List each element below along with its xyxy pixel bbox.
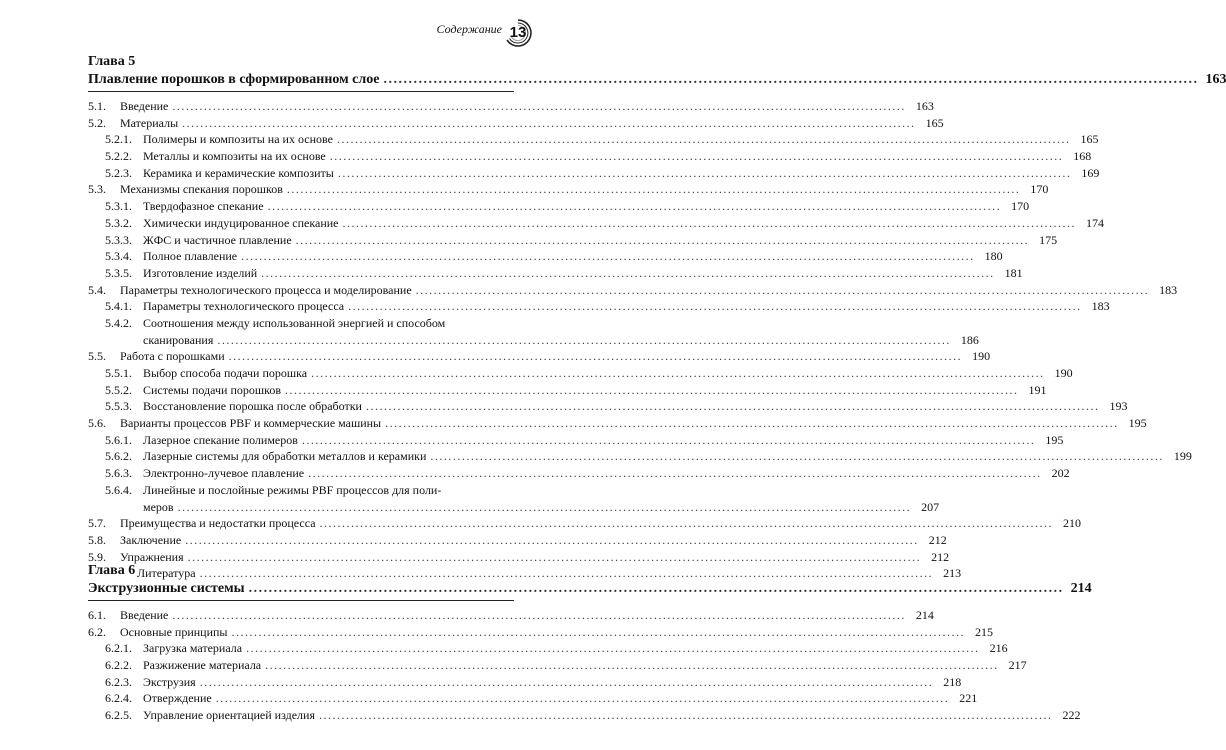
toc-entry-title: Введение: [120, 99, 169, 113]
toc-entry[interactable]: [88, 365, 1073, 382]
page-number: 13: [509, 24, 527, 41]
dot-leader: [172, 607, 906, 624]
toc-entry-title: Механизмы спекания порошков: [120, 182, 283, 197]
dot-leader: [172, 98, 906, 115]
toc-entry-page: 199: [1173, 449, 1192, 464]
toc-entry-title: Линейные и послойные режимы PBF процессов для поли-: [143, 482, 442, 497]
toc-entry-page: 207: [921, 499, 940, 514]
toc-entry-title: Экструзия: [143, 674, 196, 689]
toc-entry-page: 165: [925, 115, 944, 130]
toc-entry-title: Восстановление порошка после обработки: [143, 399, 362, 414]
toc-entry-number: 6.2.2.: [105, 658, 132, 673]
toc-entry-number: 5.3.5.: [105, 265, 132, 280]
dot-leader: [217, 332, 951, 349]
toc-entry-number: 5.6.: [88, 416, 106, 431]
dot-leader: [285, 382, 1019, 399]
chapter-rule: [88, 600, 514, 601]
dot-leader: [241, 248, 975, 265]
dot-leader: [268, 198, 1002, 215]
toc-entry-page: 190: [972, 349, 991, 364]
toc-entry-number: 6.2.3.: [105, 674, 132, 689]
toc-entry-page: 214: [915, 608, 934, 622]
toc-entry-title: ЖФС и частичное плавление: [143, 232, 292, 247]
toc-entry-page: 163: [915, 99, 934, 113]
dot-leader: [430, 448, 1164, 465]
toc-entry[interactable]: [88, 640, 1008, 657]
toc-entry[interactable]: [88, 348, 991, 365]
chapter-5-entries: [88, 98, 1192, 582]
toc-entry[interactable]: [88, 415, 1147, 432]
toc-entry-number: 5.3.: [88, 182, 106, 197]
toc-entry-number: 5.1.: [88, 99, 106, 113]
toc-entry-page: 165: [1080, 132, 1099, 147]
chapter-label: Глава 5: [88, 54, 136, 69]
dot-leader: [261, 265, 995, 282]
toc-entry-number: 5.3.1.: [105, 199, 132, 214]
toc-entry-page: 175: [1039, 232, 1058, 247]
toc-entry-title: Лазерные системы для обработки металлов и керамики: [143, 449, 427, 464]
dot-leader: [178, 499, 912, 516]
toc-entry[interactable]: [88, 265, 1023, 282]
toc-entry[interactable]: [88, 165, 1100, 182]
toc-entry-title: Параметры технологического процесса и моделирование: [120, 282, 412, 297]
toc-entry-page: 180: [984, 249, 1003, 264]
dot-leader: [416, 282, 1150, 299]
toc-entry-number: 6.2.4.: [105, 691, 132, 706]
toc-entry[interactable]: [88, 515, 1082, 532]
toc-entry-page: 190: [1054, 366, 1073, 380]
toc-entry[interactable]: [88, 657, 1027, 674]
toc-entry-page: 213: [943, 566, 962, 581]
toc-entry-title: Электронно-лучевое плавление: [143, 466, 305, 481]
toc-entry-page: 202: [1051, 466, 1070, 481]
toc-entry-title: Соотношения между использованной энергией и способом: [143, 315, 446, 330]
toc-entry-number: 5.7.: [88, 516, 106, 531]
toc-entry[interactable]: [88, 148, 1092, 165]
dot-leader: [182, 115, 916, 132]
toc-entry-page: 181: [1004, 265, 1023, 280]
toc-entry-page: 186: [960, 332, 979, 347]
toc-entry-number: 5.2.: [88, 115, 106, 130]
toc-entry[interactable]: [88, 607, 934, 624]
toc-entry-title: Системы подачи порошков: [143, 382, 282, 397]
toc-entry-number: 5.5.2.: [105, 382, 132, 397]
toc-entry-page: 170: [1030, 182, 1049, 197]
dot-leader: [200, 674, 934, 691]
dot-leader: [229, 348, 963, 365]
toc-entry-title: Основные принципы: [120, 624, 228, 639]
dot-leader: [320, 515, 1054, 532]
toc-entry-title: Упражнения: [120, 549, 184, 564]
toc-entry-page: 217: [1008, 658, 1027, 673]
toc-entry-number: 5.6.1.: [105, 432, 132, 447]
toc-entry-title: Отверждение: [143, 691, 212, 706]
toc-entry-page: 170: [1011, 199, 1030, 214]
toc-entry-number: 5.9.: [88, 549, 106, 564]
toc-entry-number: 5.2.3.: [105, 165, 132, 180]
dot-leader: [302, 432, 1036, 449]
toc-entry-number: 5.3.3.: [105, 232, 132, 247]
toc-entry-title: Твердофазное спекание: [143, 199, 264, 214]
toc-entry-number: 5.5.: [88, 349, 106, 364]
page-header: [0, 14, 600, 44]
chapter-page: 163: [1205, 72, 1226, 87]
toc-entry-page: 174: [1086, 215, 1105, 230]
chapter-label: Глава 6: [88, 563, 136, 578]
toc-entry-number: 5.2.2.: [105, 149, 132, 164]
chapter-title-row[interactable]: [88, 580, 1092, 598]
toc-entry-title: Материалы: [120, 115, 179, 130]
dot-leader: [337, 131, 1071, 148]
dot-leader: [296, 232, 1030, 249]
toc-entry[interactable]: [88, 115, 944, 132]
chapter-6-entries: [88, 607, 1081, 724]
toc-entry-title: Выбор способа подачи порошка: [143, 366, 308, 380]
dot-leader: [348, 298, 1082, 315]
chapter-page: 214: [1070, 581, 1092, 596]
toc-entry[interactable]: [88, 398, 1128, 415]
chapter-title: Экструзионные системы: [88, 581, 245, 596]
toc-entry[interactable]: [88, 98, 934, 115]
dot-leader: [319, 707, 1053, 724]
toc-entry-title: Варианты процессов PBF и коммерческие машины: [120, 416, 382, 431]
toc-entry-number: 5.2.1.: [105, 132, 132, 147]
dot-leader: [308, 465, 1042, 482]
toc-entry-page: 222: [1062, 708, 1081, 723]
toc-entry-page: 216: [989, 641, 1008, 656]
toc-entry-title: Параметры технологического процесса: [143, 299, 345, 314]
dot-leader: [246, 640, 980, 657]
dot-leader: [265, 657, 999, 674]
toc-entry[interactable]: [88, 382, 1047, 399]
toc-entry-page: 183: [1159, 282, 1178, 297]
dot-leader: [287, 181, 1021, 198]
toc-entry-title: Изготовление изделий: [143, 265, 258, 280]
toc-entry-page: 191: [1028, 382, 1047, 397]
toc-entry-number: 5.3.4.: [105, 249, 132, 264]
toc-entry[interactable]: [88, 232, 1058, 249]
toc-entry-number: 6.2.: [88, 624, 106, 639]
toc-entry[interactable]: [88, 181, 1049, 198]
toc-entry-page: 195: [1045, 432, 1064, 447]
toc-entry-title: Полимеры и композиты на их основе: [143, 132, 333, 147]
toc-entry-number: 5.6.2.: [105, 449, 132, 464]
toc-entry[interactable]: [88, 707, 1081, 724]
page-number-badge: [503, 18, 533, 48]
toc-entry-page: 218: [943, 674, 962, 689]
toc-entry-title: Введение: [120, 608, 169, 622]
toc-entry-number: 5.6.4.: [105, 482, 132, 497]
toc-entry-title-continued: сканирования: [143, 332, 214, 347]
toc-entry-number: 5.6.3.: [105, 466, 132, 481]
toc-entry[interactable]: [88, 248, 1003, 265]
toc-entry-number: 5.4.2.: [105, 315, 132, 330]
toc-entry-number: 6.1.: [88, 608, 106, 622]
toc-entry[interactable]: [88, 690, 978, 707]
toc-entry-page: 183: [1091, 299, 1110, 314]
toc-entry-title: Разжижение материала: [143, 658, 262, 673]
toc-entry[interactable]: [88, 465, 1070, 482]
toc-entry[interactable]: [88, 532, 947, 549]
toc-entry-page: 212: [931, 549, 950, 564]
toc-entry-title: Металлы и композиты на их основе: [143, 149, 326, 164]
dot-leader: [338, 165, 1072, 182]
toc-entry-number: 5.4.: [88, 282, 106, 297]
toc-entry-page: 195: [1128, 416, 1147, 431]
toc-entry-page: 210: [1063, 516, 1082, 531]
dot-leader: [311, 365, 1045, 382]
running-header-title: Содержание: [436, 22, 502, 36]
toc-entry-title: Работа с порошками: [120, 349, 225, 364]
toc-entry[interactable]: [88, 298, 1110, 315]
toc-entry-page: 212: [928, 532, 947, 547]
toc-entry[interactable]: [88, 624, 993, 641]
toc-entry-title: Преимущества и недостатки процесса: [120, 516, 316, 531]
dot-leader: [216, 690, 950, 707]
toc-entry-continuation[interactable]: [88, 332, 979, 349]
toc-entry[interactable]: [88, 432, 1064, 449]
toc-entry[interactable]: [88, 131, 1099, 148]
toc-entry-number: 5.8.: [88, 532, 106, 547]
toc-entry-number: 5.4.1.: [105, 299, 132, 314]
toc-entry[interactable]: [88, 315, 514, 332]
toc-entry[interactable]: [88, 282, 1178, 299]
toc-entry[interactable]: [88, 215, 1105, 232]
dot-leader: [330, 148, 1064, 165]
chapter-title-row[interactable]: [88, 71, 1226, 89]
dot-leader: [385, 415, 1119, 432]
dot-leader: [185, 532, 919, 549]
toc-entry-title: Загрузка материала: [143, 641, 243, 656]
toc-entry-page: 221: [959, 691, 978, 706]
toc-entry-page: 193: [1109, 399, 1128, 414]
toc-entry-page: 169: [1081, 165, 1100, 180]
toc-entry-title: Полное плавление: [143, 249, 238, 264]
toc-entry[interactable]: [88, 674, 962, 691]
toc-entry-title: Заключение: [120, 532, 182, 547]
toc-entry-number: 5.5.1.: [105, 366, 132, 380]
chapter-5: [88, 53, 1226, 582]
dot-leader: [343, 215, 1077, 232]
toc-entry-title: Лазерное спекание полимеров: [143, 432, 298, 447]
toc-entry[interactable]: [88, 482, 514, 499]
toc-entry-number: 6.2.1.: [105, 641, 132, 656]
toc-entry-title: Управление ориентацией изделия: [143, 708, 315, 723]
toc-entry-continuation[interactable]: [88, 499, 940, 516]
toc-entry-title: Химически индуцированное спекание: [143, 215, 339, 230]
toc-entry-number: 6.2.5.: [105, 708, 132, 723]
toc-entry-number: 5.3.2.: [105, 215, 132, 230]
toc-entry-title: Керамика и керамические композиты: [143, 165, 334, 180]
chapter-rule: [88, 91, 514, 92]
toc-entry[interactable]: [88, 198, 1030, 215]
dot-leader: [383, 71, 1198, 89]
toc-entry-title: Литература: [137, 566, 196, 581]
chapter-title: Плавление порошков в сформированном слое: [88, 72, 380, 87]
toc-entry-number: 5.5.3.: [105, 399, 132, 414]
dot-leader: [231, 624, 965, 641]
toc-entry-title-continued: меров: [143, 499, 174, 514]
dot-leader: [366, 398, 1100, 415]
dot-leader: [249, 580, 1064, 598]
toc-entry-page: 168: [1073, 149, 1092, 164]
toc-entry[interactable]: [88, 448, 1192, 465]
toc-entry-page: 215: [974, 624, 993, 639]
